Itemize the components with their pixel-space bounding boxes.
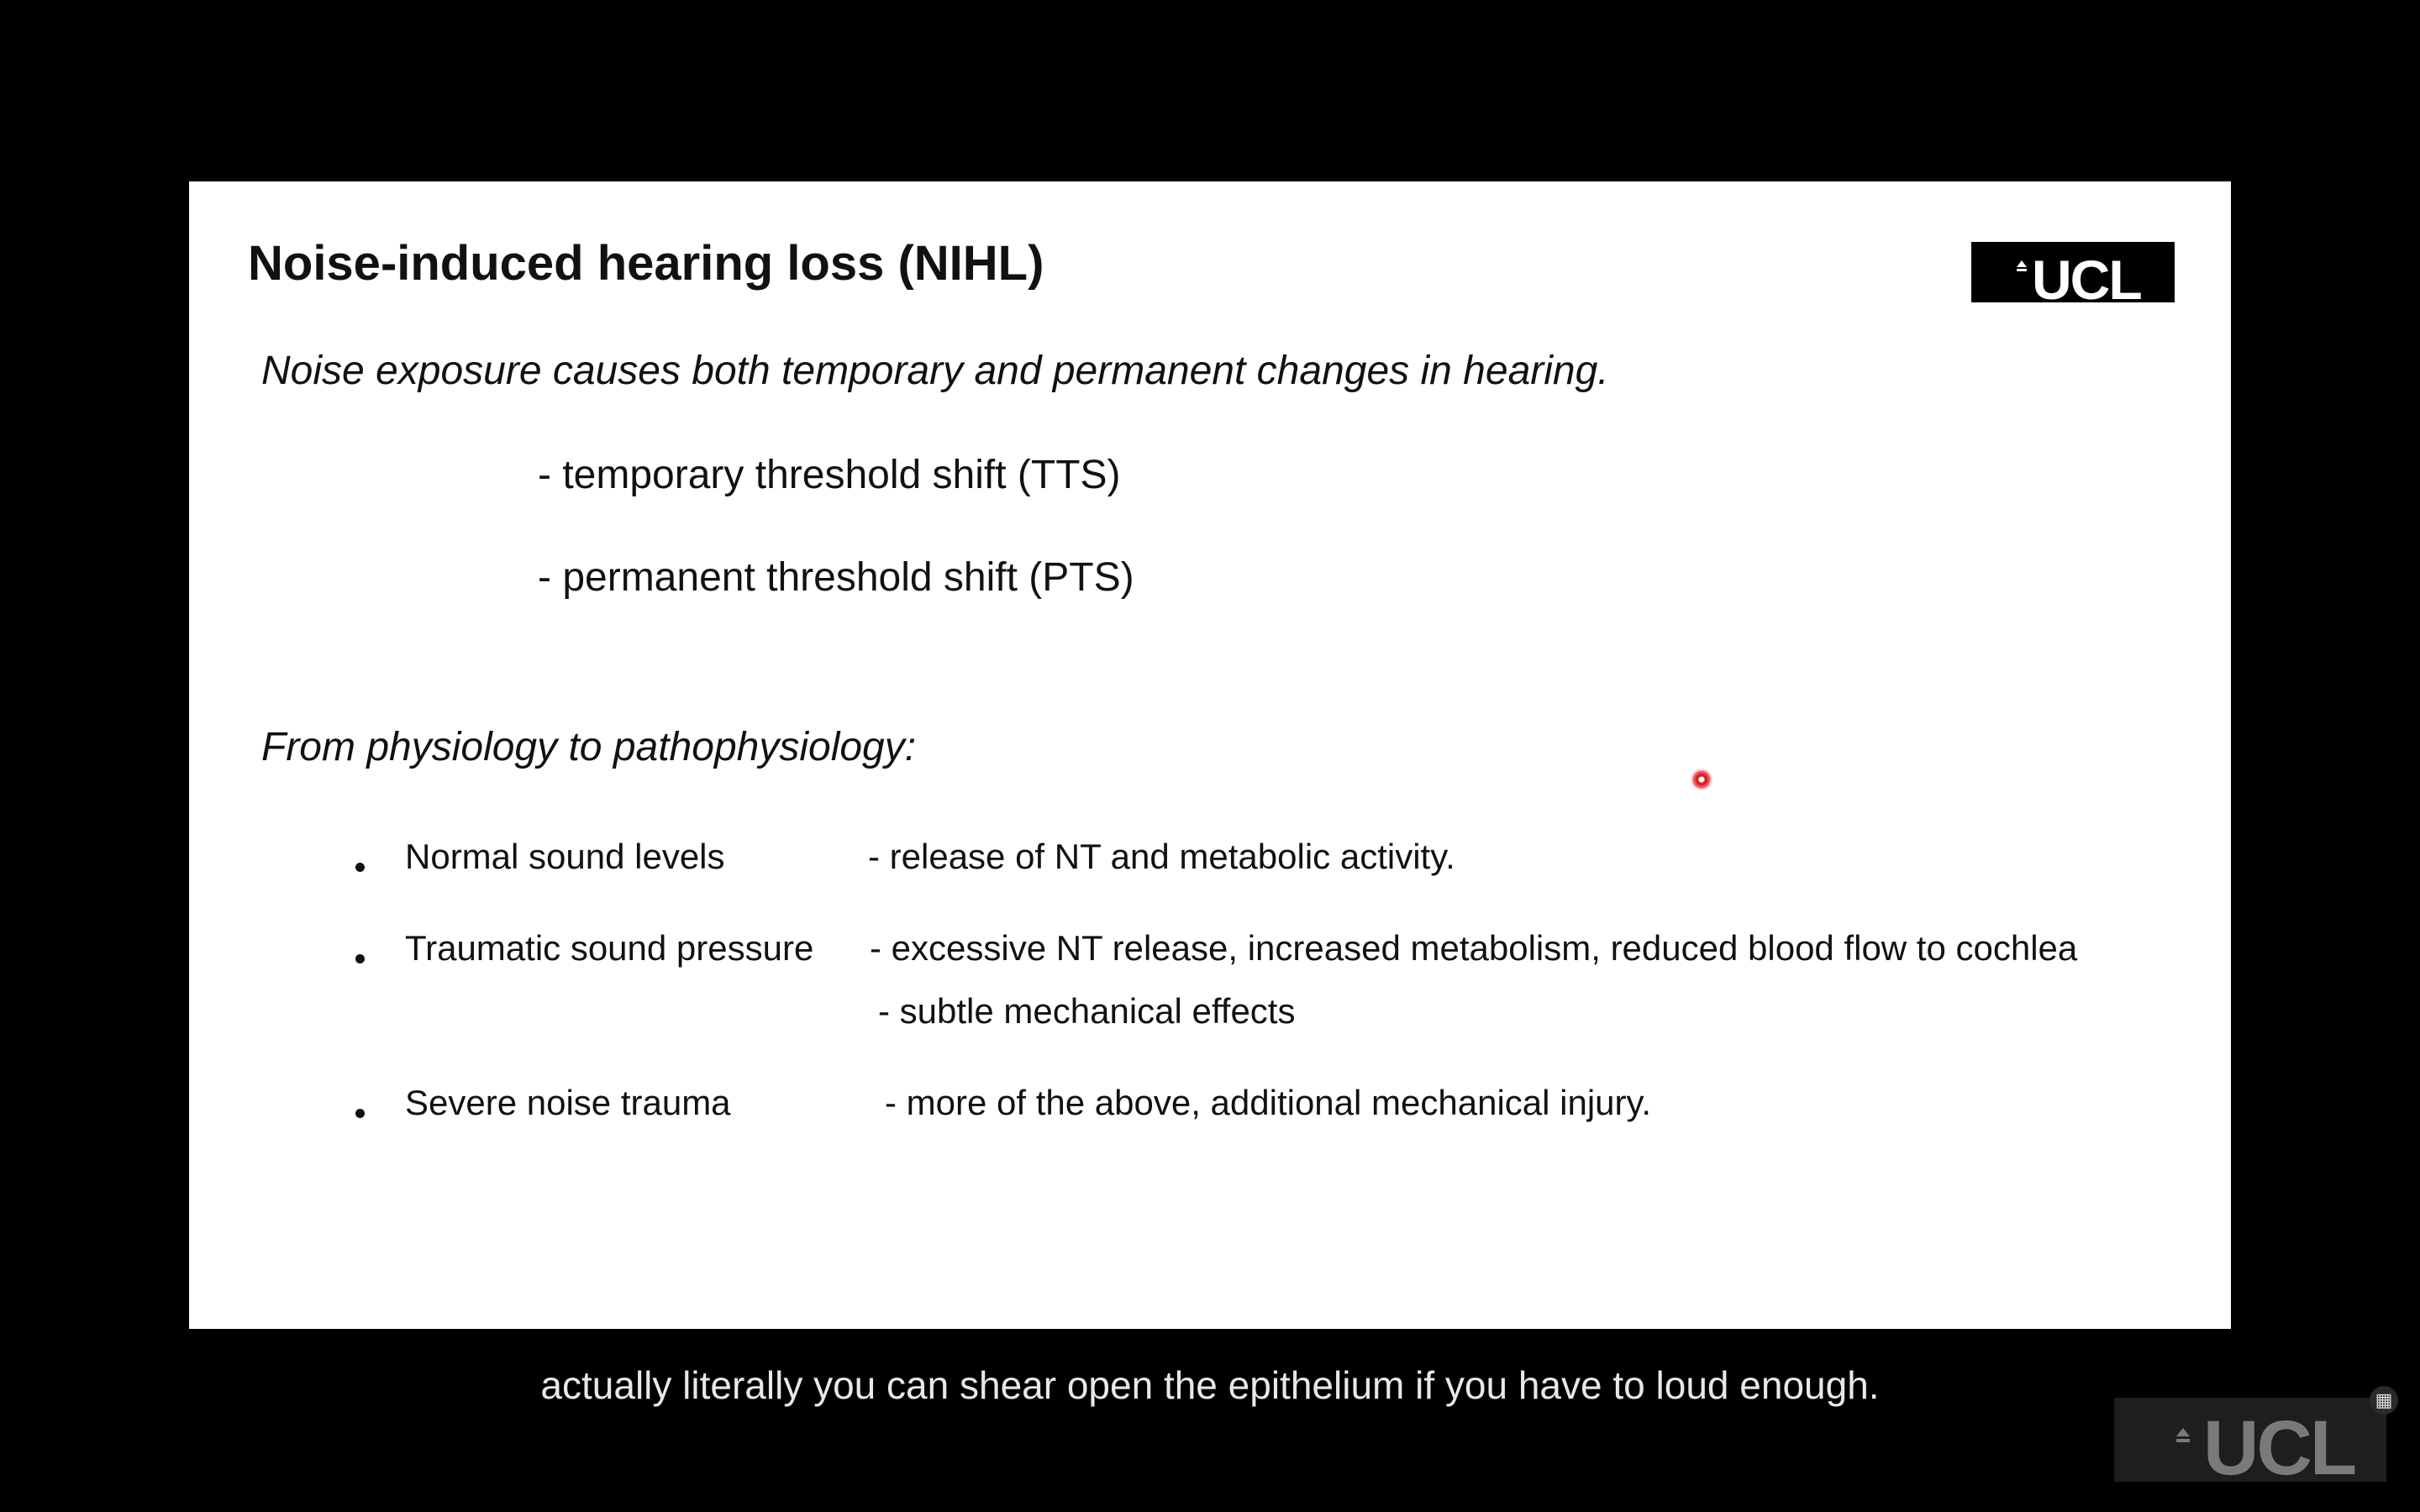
bullet-icon: [355, 954, 365, 963]
portico-icon: [2175, 1428, 2191, 1450]
bullet-term-severe: Severe noise trauma: [405, 1083, 731, 1122]
bullet-icon: [355, 1109, 365, 1118]
caption-settings-icon[interactable]: ▦: [2370, 1386, 2398, 1415]
slide-title: Noise-induced hearing loss (NIHL): [248, 236, 1044, 291]
laser-pointer-icon: [1691, 769, 1712, 790]
ucl-watermark: [2114, 1398, 2386, 1491]
bullet-icon: [355, 863, 365, 872]
bullet-desc-traumatic-2: - subtle mechanical effects: [878, 991, 1296, 1031]
bullet-desc-severe: - more of the above, additional mechanical injury.: [885, 1083, 1652, 1122]
slide: [189, 181, 2231, 1329]
shift-item-pts: - permanent threshold shift (PTS): [538, 555, 1134, 600]
ucl-logo: [1971, 242, 2175, 311]
bullet-term-traumatic: Traumatic sound pressure: [405, 928, 814, 968]
caption-text: actually literally you can shear open the epithelium if you have to loud enough.: [540, 1363, 1880, 1407]
bullet-term-normal: Normal sound levels: [405, 837, 725, 876]
intro-text: Noise exposure causes both temporary and permanent changes in hearing.: [261, 349, 1609, 393]
section-heading: From physiology to pathophysiology:: [261, 725, 917, 769]
portico-icon: [2015, 260, 2028, 277]
bullet-desc-normal: - release of NT and metabolic activity.: [868, 837, 1455, 876]
bullet-desc-traumatic: - excessive NT release, increased metabolism, reduced blood flow to cochlea: [870, 928, 2078, 968]
ucl-logo-text: UCL: [2032, 249, 2141, 311]
watermark-text: UCL: [2203, 1405, 2355, 1491]
shift-item-tts: - temporary threshold shift (TTS): [538, 453, 1121, 497]
